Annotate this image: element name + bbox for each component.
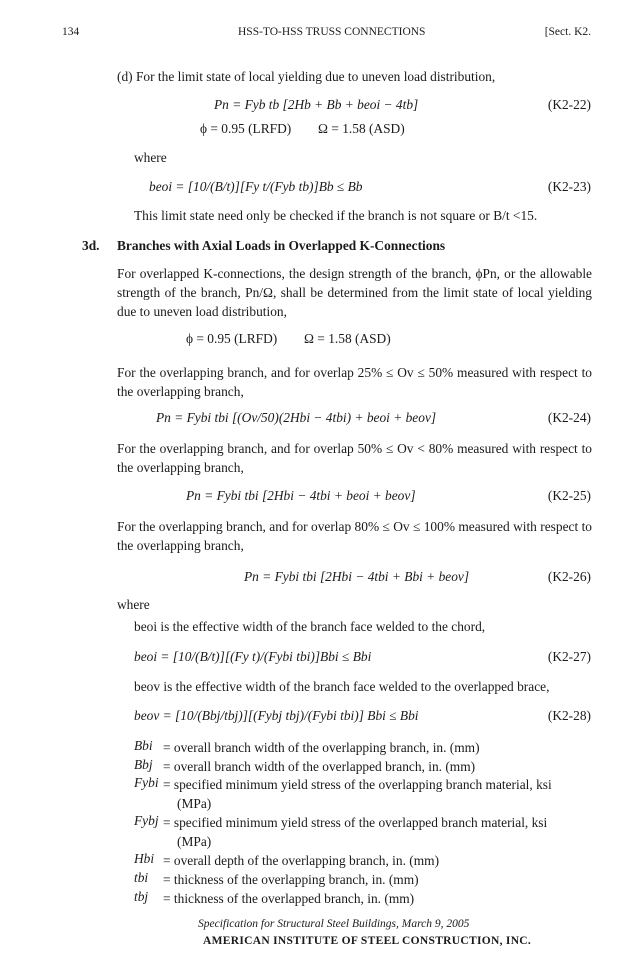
definition-text: = overall branch width of the overlapped branch, in. (mm) [163, 759, 476, 774]
equation-k2-22: Pn = Fyb tb [2Hb + Bb + beoi − 4tb] [214, 97, 419, 112]
part-d-intro: (d) For the limit state of local yielding due to uneven load distribution, [117, 69, 496, 84]
equation-k2-27: beoi = [10/(B/t)][(Fy t)/(Fybi tbi)]Bbi ≤ Bbi [134, 649, 372, 664]
equation-k2-26: Pn = Fybi tbi [2Hbi − 4tbi + Bbi + beov] [244, 569, 470, 584]
definition-symbol: Fybj [134, 813, 159, 828]
equation-number-k2-27: (K2-27) [547, 649, 591, 664]
equation-number-k2-22: (K2-22) [547, 97, 591, 112]
equation-number-k2-26: (K2-26) [547, 569, 591, 584]
section-intro-paragraph: For overlapped K-connections, the design strength of the branch, ϕPn, or the allowable strength of the branch, Pn/Ω, shall be determined from the limit state of local yielding due to uneven load distribution, [117, 266, 592, 319]
page-number: 134 [62, 26, 80, 38]
section-number: 3d. [82, 238, 100, 253]
beoi-description: beoi is the effective width of the branch face welded to the chord, [134, 619, 486, 634]
definition-text-continued: (MPa) [177, 834, 212, 849]
definition-symbol: Hbi [134, 851, 155, 866]
overlap-case-2-text: For the overlapping branch, and for overlap 50% ≤ Ov < 80% measured with respect to the overlapping branch, [117, 441, 592, 475]
equation-k2-23: beoi = [10/(B/t)][Fy t/(Fyb tb)]Bb ≤ Bb [149, 179, 363, 194]
running-title: HSS-TO-HSS TRUSS CONNECTIONS [238, 26, 426, 38]
definition-symbol: Bbj [134, 757, 153, 772]
where-label-3d: where [117, 597, 150, 612]
phi-omega-factors-3d: ϕ = 0.95 (LRFD) Ω = 1.58 (ASD) [186, 331, 391, 346]
definition-text-continued: (MPa) [177, 796, 212, 811]
definition-symbol: tbi [134, 870, 149, 885]
definition-text [163, 813, 593, 851]
definition-text: = overall branch width of the overlapping branch, in. (mm) [163, 740, 480, 755]
section-reference: [Sect. K2. [544, 26, 591, 38]
definition-text: = thickness of the overlapping branch, in. (mm) [163, 872, 419, 887]
equation-k2-25: Pn = Fybi tbi [2Hbi − 4tbi + beoi + beov] [186, 488, 416, 503]
overlap-case-1-text: For the overlapping branch, and for overlap 25% ≤ Ov ≤ 50% measured with respect to the overlapping branch, [117, 365, 592, 399]
definition-symbol: Bbi [134, 738, 153, 753]
overlap-case-3-text: For the overlapping branch, and for overlap 80% ≤ Ov ≤ 100% measured with respect to the overlapping branch, [117, 519, 592, 553]
where-label-d: where [134, 150, 167, 165]
limit-state-note: This limit state need only be checked if the branch is not square or B/t <15. [134, 208, 538, 223]
definition-text: = thickness of the overlapped branch, in. (mm) [163, 891, 415, 906]
equation-number-k2-23: (K2-23) [547, 179, 591, 194]
footer-spec-line: Specification for Structural Steel Buildings, March 9, 2005 [198, 918, 470, 930]
definition-text: = overall depth of the overlapping branch, in. (mm) [163, 853, 440, 868]
definition-text-main: = specified minimum yield stress of the overlapping branch material, ksi [163, 777, 552, 792]
section-title: Branches with Axial Loads in Overlapped K-Connections [117, 238, 446, 253]
definition-symbol: tbj [134, 889, 149, 904]
equation-number-k2-28: (K2-28) [547, 708, 591, 723]
definition-text [163, 775, 593, 813]
beov-description: beov is the effective width of the branch face welded to the overlapped brace, [134, 679, 550, 694]
footer-institute-line: AMERICAN INSTITUTE OF STEEL CONSTRUCTION, INC. [203, 935, 532, 947]
definition-text-main: = specified minimum yield stress of the overlapped branch material, ksi [163, 815, 548, 830]
definition-symbol: Fybi [134, 775, 159, 790]
equation-number-k2-24: (K2-24) [547, 410, 591, 425]
phi-omega-factors-d: ϕ = 0.95 (LRFD) Ω = 1.58 (ASD) [200, 121, 405, 136]
equation-k2-24: Pn = Fybi tbi [(Ov/50)(2Hbi − 4tbi) + beoi + beov] [156, 410, 437, 425]
equation-number-k2-25: (K2-25) [547, 488, 591, 503]
equation-k2-28: beov = [10/(Bbj/tbj)][(Fybj tbj)/(Fybi tbi)] Bbi ≤ Bbi [134, 708, 419, 723]
